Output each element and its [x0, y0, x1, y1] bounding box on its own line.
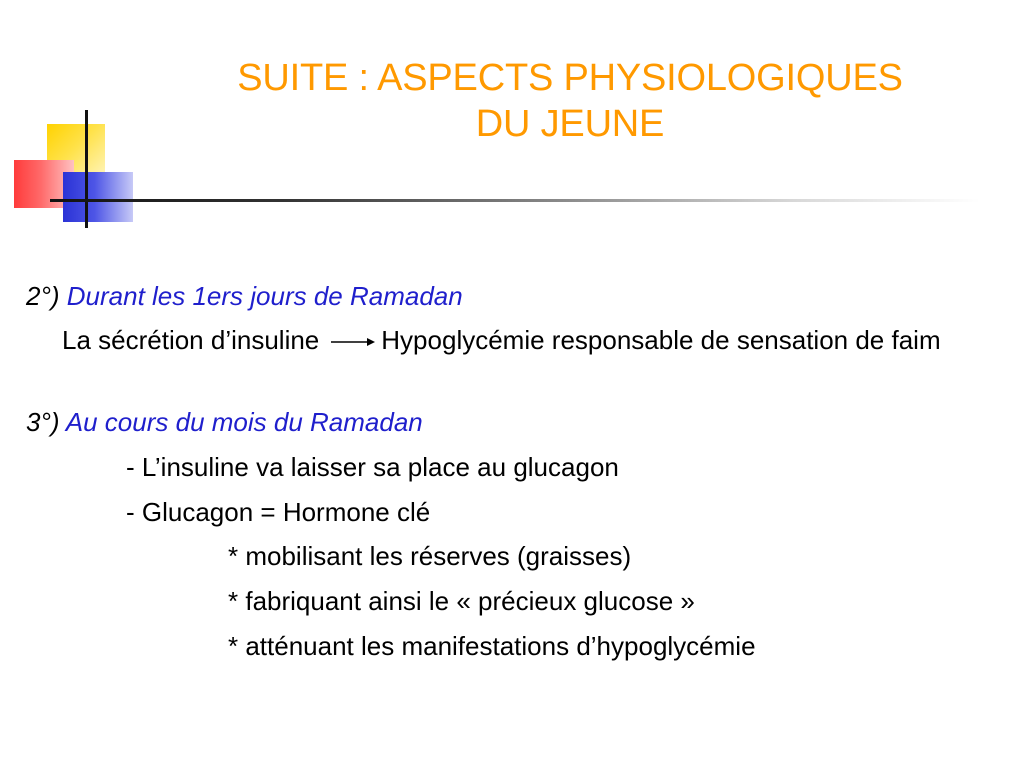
- section-2-text-before-arrow: La sécrétion d’insuline: [62, 325, 320, 355]
- sub-bullet-item: * fabriquant ainsi le « précieux glucose »: [228, 586, 695, 616]
- right-arrow-icon: [331, 335, 375, 349]
- section-2-text-after-arrow: Hypoglycémie responsable de sensation de faim: [381, 325, 941, 355]
- section-2-paragraph: [62, 324, 997, 356]
- sub-bullet-item: * mobilisant les réserves (graisses): [228, 541, 632, 571]
- section-3-number: 3°): [26, 407, 60, 437]
- slide-title: [140, 55, 1000, 147]
- slide-title-line-2: DU JEUNE: [475, 103, 665, 145]
- section-3-heading: [26, 406, 423, 438]
- bullet-item: - L’insuline va laisser sa place au glucagon: [126, 452, 619, 482]
- section-3-title: Au cours du mois du Ramadan: [65, 407, 423, 437]
- sub-bullet-item: * atténuant les manifestations d’hypoglycémie: [228, 631, 756, 661]
- section-2-heading: [26, 280, 463, 312]
- section-2-number: 2°): [26, 281, 60, 311]
- section-2-title: Durant les 1ers jours de Ramadan: [66, 281, 463, 311]
- bullet-item: - Glucagon = Hormone clé: [126, 497, 431, 527]
- horizontal-rule: [50, 199, 980, 202]
- vertical-rule: [85, 110, 88, 228]
- slide-title-line-1: SUITE : ASPECTS PHYSIOLOGIQUES: [237, 57, 903, 99]
- blue-square-decoration: [63, 172, 133, 222]
